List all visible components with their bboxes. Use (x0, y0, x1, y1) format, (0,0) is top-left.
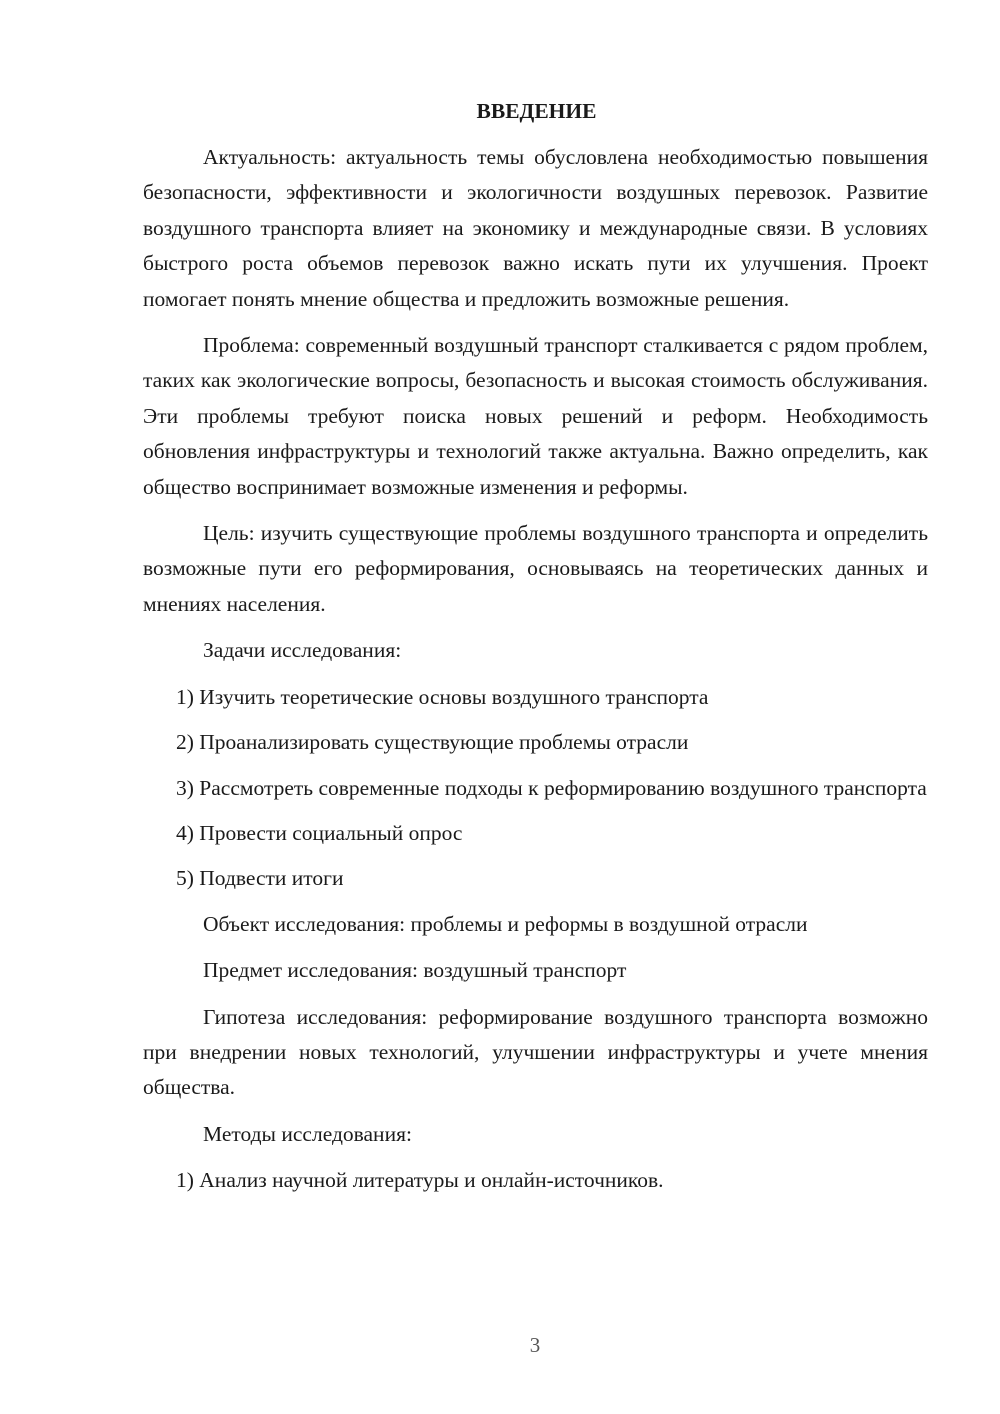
task-item: 3) Рассмотреть современные подходы к реформированию воздушного транспорта (176, 775, 927, 800)
task-item: 2) Проанализировать существующие проблемы отрасли (176, 730, 689, 755)
page-content (143, 96, 928, 1209)
task-item: 1) Изучить теоретические основы воздушного транспорта (176, 684, 709, 709)
subject-paragraph: Предмет исследования: воздушный транспорт (203, 958, 627, 983)
task-item: 4) Провести социальный опрос (176, 820, 463, 845)
page-number: 3 (529, 1333, 541, 1357)
object-paragraph: Объект исследования: проблемы и реформы в воздушной отрасли (203, 911, 808, 936)
relevance-paragraph: Актуальность: актуальность темы обусловлена необходимостью повышения безопасности, эффективности и экологичности воздушных перевозок. Развитие воздушного транспорта влияет на экономику и международные связи. В условиях быстрого роста объемов перевозок важно искать пути их улучшения. Проект помогает понять мнение общества и предложить возможные решения. (143, 145, 928, 311)
task-item: 5) Подвести итоги (176, 866, 344, 891)
problem-paragraph: Проблема: современный воздушный транспорт сталкивается с рядом проблем, таких как экологические вопросы, безопасность и высокая стоимость обслуживания. Эти проблемы требуют поиска новых решений и реформ. Необходимость обновления инфраструктуры и технологий также актуальна. Важно определить, как общество воспринимает возможные изменения и реформы. (143, 333, 928, 499)
hypothesis-paragraph: Гипотеза исследования: реформирование воздушного транспорта возможно при внедрении новых технологий, улучшении инфраструктуры и учете мнения общества. (143, 1004, 928, 1100)
page-title: ВВЕДЕНИЕ (476, 99, 597, 123)
method-item: 1) Анализ научной литературы и онлайн-источников. (176, 1168, 664, 1193)
goal-paragraph: Цель: изучить существующие проблемы воздушного транспорта и определить возможные пути его реформирования, основываясь на теоретических данных и мнениях населения. (143, 521, 928, 616)
methods-heading: Методы исследования: (203, 1121, 412, 1146)
tasks-heading: Задачи исследования: (203, 638, 402, 663)
